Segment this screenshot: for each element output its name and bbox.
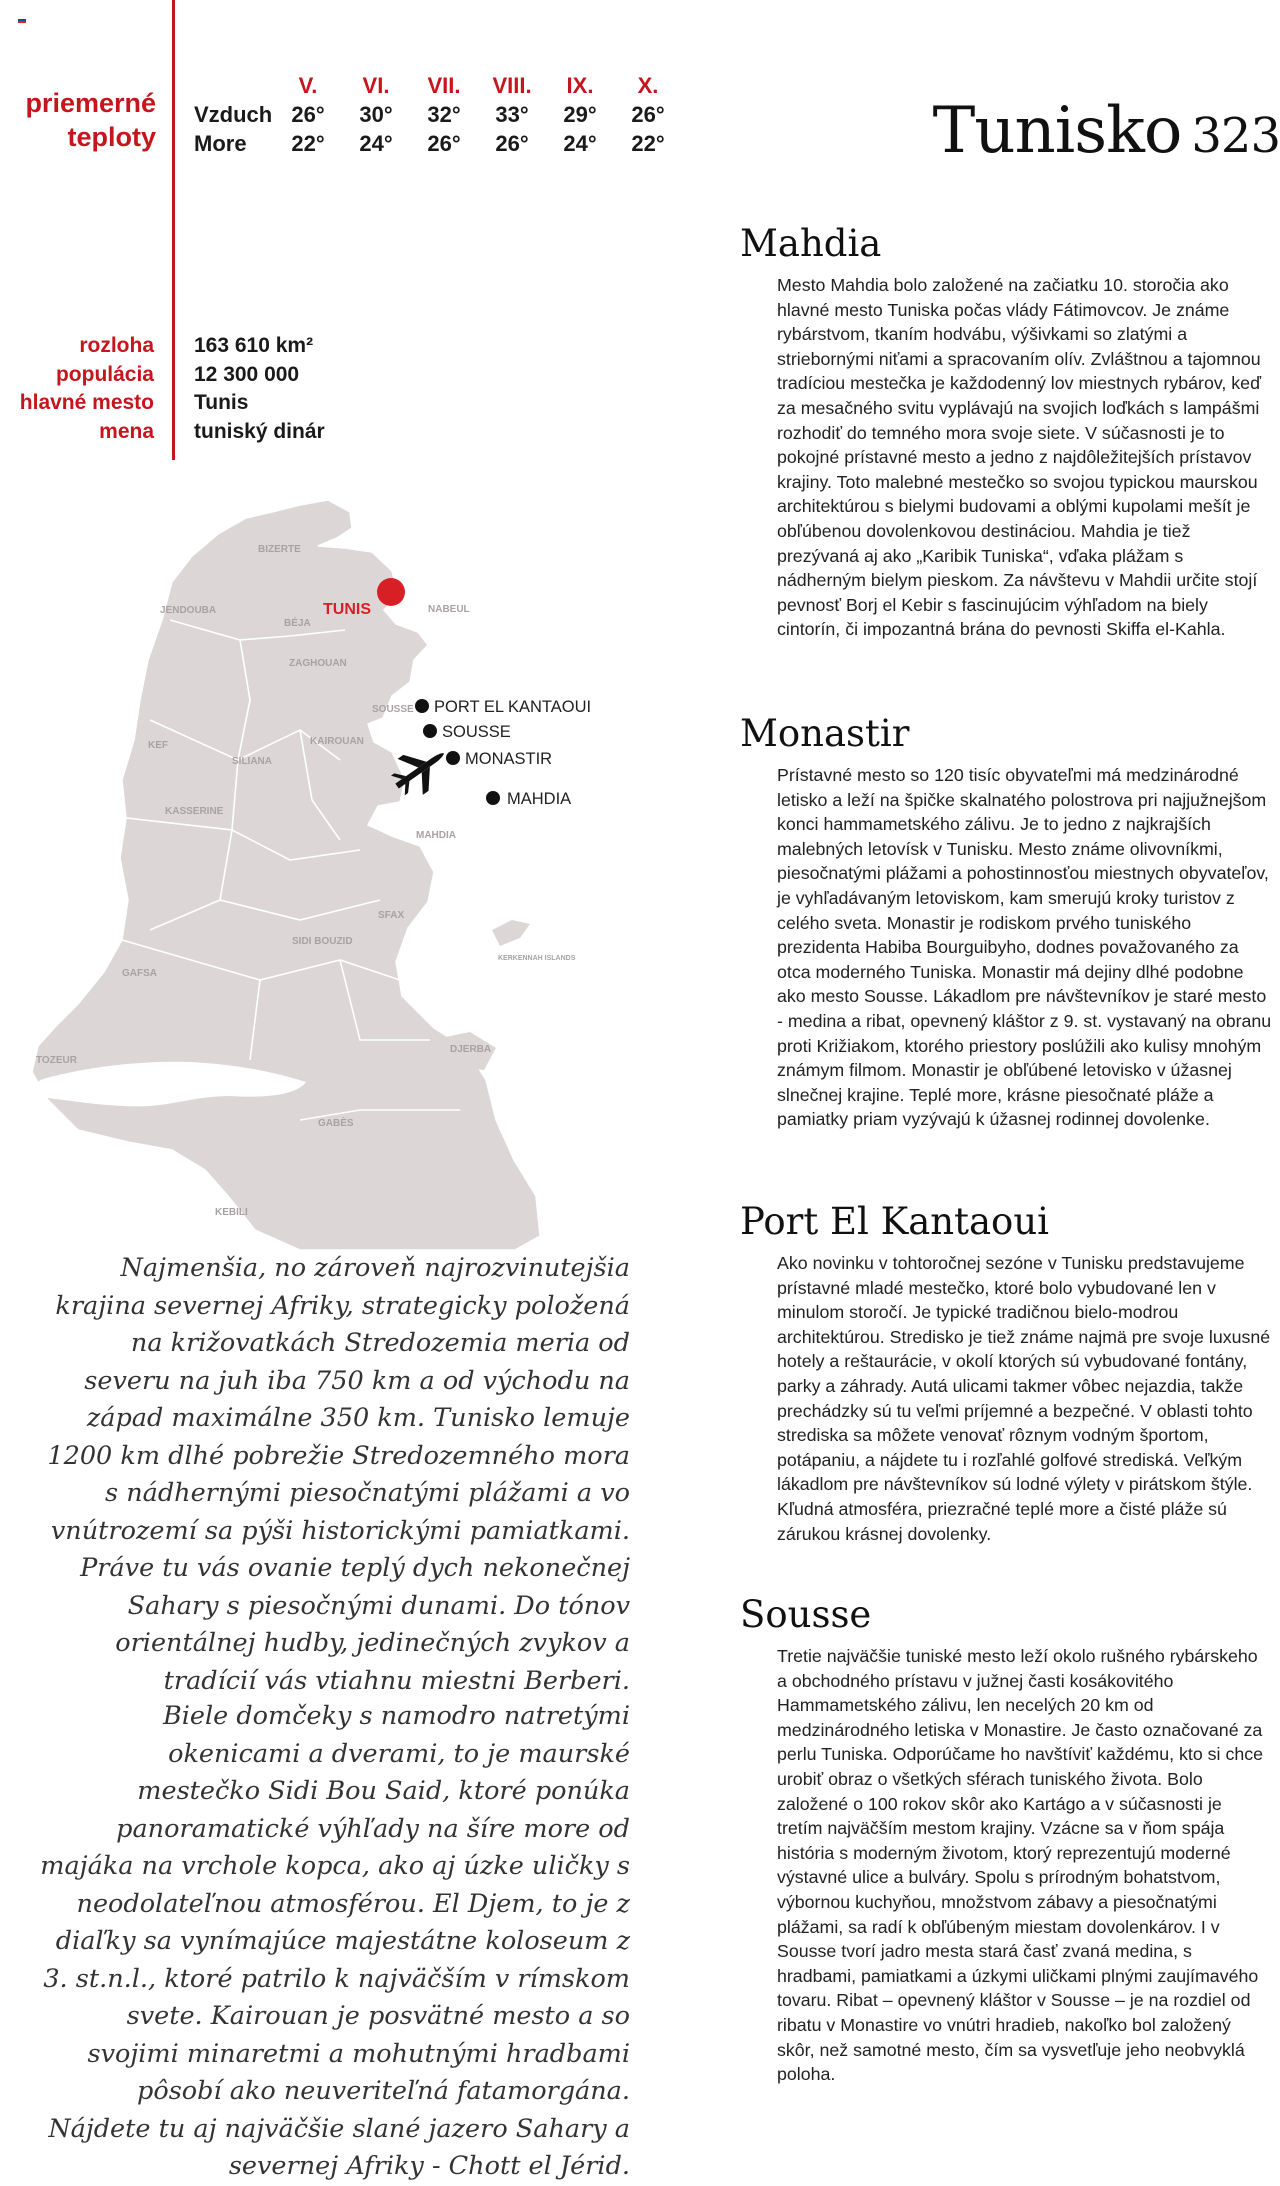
fact-label: populácia	[55, 362, 154, 386]
temperature-value: 24°	[359, 130, 393, 156]
kerkennah-islands-shape	[492, 920, 530, 946]
map-region-label: KERKENNAH ISLANDS	[498, 955, 576, 962]
page-number: 323	[1191, 108, 1280, 164]
map-region-label: TOZEUR	[36, 1055, 77, 1066]
temperature-value: 26°	[495, 130, 529, 156]
section-body-mahdia: Mesto Mahdia bolo založené na začiatku 10. storočia ako hlavné mesto Tuniska počas vlády Fátimovcov. Je známe rybárstvom, tkaním hodvábu, výšivkami so zlatými a striebornými niťami a spracovaním olív. Zvláštnou a tajomnou tradíciou mestečka je každodenný lov miestnych rybárov, keď za mesačného svitu vyplávajú na svojich loďkách s lampášmi rozhodiť do temného mora svoje siete. V súčasnosti je to pokojné prístavné mesto a jedno z najdôležitejších prístavov krajiny. Toto malebné mestečko so svojou typickou maurskou architektúrou s bielymi budovami a oblými kupolami mešít je obľúbenou dovolenkovou destináciou. Mahdia je tiež prezývaná aj ako „Karibik Tuniska“, vďaka plážam s nádherným bielym pieskom. Za návštevu v Mahdii určite stojí pevnosť Borj el Kebir s fascinujúcim výhľadom na biely cintorín, či impozantná brána do pevnosti Skiffa el-Kahla.	[777, 275, 1262, 640]
map-region-label: GAFSA	[122, 968, 157, 979]
fact-value: 163 610 km²	[194, 334, 314, 357]
map-region-label: BIZERTE	[258, 544, 301, 555]
resort-marker-sousse	[423, 724, 437, 738]
country-name: Tunisko	[932, 94, 1182, 168]
month-label: VI.	[362, 73, 390, 98]
tunis-capital-marker	[377, 578, 405, 606]
map-region-label: GABÈS	[318, 1118, 354, 1129]
fact-value: tuniský dinár	[194, 419, 325, 443]
sea-temperature-row	[194, 129, 682, 158]
map-region-label: JENDOUBA	[160, 605, 217, 616]
row-label: More	[194, 130, 247, 156]
facts-labels	[0, 332, 154, 446]
map-region-label: KEF	[148, 740, 168, 751]
temperatures-table	[194, 72, 682, 158]
map-region-label: NABEUL	[428, 604, 470, 615]
red-divider-line	[172, 0, 175, 460]
fact-value: 12 300 000	[194, 362, 300, 386]
fact-label: hlavné mesto	[19, 391, 154, 414]
fact-label: mena	[99, 419, 154, 443]
temperature-value: 30°	[359, 101, 393, 127]
section-title-sousse: Sousse	[740, 1593, 872, 1636]
temperature-value: 26°	[291, 101, 325, 127]
map-resort-label: MONASTIR	[465, 750, 553, 768]
air-temperature-row	[194, 100, 682, 129]
intro-paragraph-2: Biele domčeky s namodro natretými okenicami a dverami, to je maurské mestečko Sidi Bou Said, ktoré ponúka panoramatické výhľady na šíre more od majáka na vrchole kopca, ako aj úzke uličky s neodolateľnou atmosférou. El Djem, to je z diaľky sa vynímajúce majestátne koloseum z 3. st.n.l., ktoré patrilo k najväčším v rímskom svete. Kairouan je posvätné mesto a so svojimi minaretmi a mohutnými hradbami pôsobí ako neuveriteľná fatamorgána. Nájdete tu aj najväčšie slané jazero Sahary a severnej Afriky - Chott el Jérid.	[40, 1701, 630, 2181]
temperatures-corner	[194, 72, 274, 100]
map-region-label: DJERBA	[450, 1044, 492, 1055]
fact-label: rozloha	[79, 334, 154, 357]
section-body-monastir: Prístavné mesto so 120 tisíc obyvateľmi má medzinárodné letisko a leží na špičke skalnatého polostrova pri najjužnejšom konci hammametského zálivu. Je to jedno z najkrajších malebných letovísk v Tunisku. Mesto známe olivovníkmi, piesočnatými plážami a pohostinnosťou miestnych obyvateľov, je vyhľadávaným letoviskom, kam smerujú kroky turistov z celého sveta. Monastir je rodiskom prvého tuniského prezidenta Habiba Bourguibyho, dodnes považovaného za otca moderného Tuniska. Monastir má dejiny dlhé podobne ako mesto Sousse. Lákadlom pre návštevníkov je staré mesto - medina a ribat, opevnený kláštor z 9. st. vystavaný na obranu proti Križiakom, ktorého priestory poslúžili ako kulisy mnohým známym filmom. Monastir je obľúbené letovisko v úžasnej slnečnej krajine. Teplé more, krásne piesočnaté pláže a pamiatky priam vyzývajú k úžasnej rodinnej dovolenke.	[777, 765, 1272, 1130]
temperature-value: 32°	[427, 101, 461, 127]
month-label: V.	[298, 73, 318, 98]
map-region-label: ZAGHOUAN	[289, 658, 347, 669]
map-region-label: SIDI BOUZID	[292, 936, 353, 947]
temperature-value: 29°	[563, 101, 597, 127]
map-region-label: MAHDIA	[416, 830, 456, 841]
facts-values	[194, 332, 325, 446]
resort-marker-port-el-kantaoui	[415, 699, 429, 713]
fact-value: Tunis	[194, 391, 249, 414]
resort-marker-mahdia	[486, 791, 500, 805]
temperature-value: 33°	[495, 101, 529, 127]
map-resort-label: MAHDIA	[507, 790, 572, 808]
map-region-label: SILIANA	[232, 756, 272, 767]
month-label: IX.	[566, 73, 594, 98]
section-body-port-el-kantaoui: Ako novinku v tohtoročnej sezóne v Tunisku predstavujeme prístavné mladé mestečko, ktoré bolo vybudované len v minulom storočí. Je typické tradičnou bielo-modrou architektúrou. Stredisko je tiež známe najmä pre svoje luxusné hotely a reštaurácie, v okolí ktorých sú vybudované fontány, parky a záhrady. Autá ulicami takmer vôbec nejazdia, takže prechádzky sú tu veľmi príjemné a bezpečné. V oblasti tohto strediska sa môžete venovať rôznym vodným športom, potápaniu, a nájdete tu i rozľahlé golfové strediská. Veľkým lákadlom pre návštevníkov sú lodné výlety v pirátskom štýle. Kľudná atmosféra, priezračné teplé more a čisté pláže sú zárukou krásnej dovolenky.	[777, 1253, 1271, 1544]
map-region-label: SOUSSE	[372, 704, 414, 715]
map-region-label: KASSERINE	[165, 806, 224, 817]
temperature-value: 22°	[291, 130, 325, 156]
map-resort-label: PORT EL KANTAOUI	[434, 698, 592, 716]
section-title-mahdia: Mahdia	[740, 222, 882, 265]
map-region-label: BÉJA	[284, 618, 311, 629]
intro-paragraph-1: Najmenšia, no zároveň najrozvinutejšia krajina severnej Afriky, strategicky položená na križovatkách Stredozemia meria od severu na juh iba 750 km a od východu na západ maximálne 350 km. Tunisko lemuje 1200 km dlhé pobrežie Stredozemného mora s nádhernými piesočnatými plážami a vo vnútrozemí sa pýši historickými pamiatkami. Práve tu vás ovanie teplý dych nekonečnej Sahary s piesočnými dunami. Do tónov orientálnej hudby, jedinečných zvykov a tradícií vás vtiahnu miestni Berberi.	[47, 1253, 630, 1696]
row-label: Vzduch	[194, 101, 273, 127]
slovak-flag-icon	[18, 17, 26, 23]
temperature-value: 26°	[631, 101, 665, 127]
map-region-label: SFAX	[378, 910, 405, 921]
tunisia-map	[0, 480, 640, 1250]
resort-marker-monastir	[446, 751, 460, 765]
section-title-port-el-kantaoui: Port El Kantaoui	[740, 1200, 1049, 1243]
temperature-value: 26°	[427, 130, 461, 156]
month-label: X.	[637, 73, 659, 98]
map-resort-label: SOUSSE	[442, 723, 511, 741]
map-region-label: KAIROUAN	[310, 736, 364, 747]
month-label: VIII.	[492, 73, 532, 98]
map-region-label: KEBILI	[215, 1207, 248, 1218]
temperatures-months-row	[194, 72, 682, 100]
temperatures-label: priemerné teploty	[25, 88, 156, 152]
page-title	[933, 92, 1280, 175]
map-city-label-tunis: TUNIS	[323, 601, 371, 618]
section-body-sousse: Tretie najväčšie tuniské mesto leží okolo rušného rybárskeho a obchodného prístavu v južnej časti kosákovitého Hammametského zálivu, len necelých 20 km od medzinárodného letiska v Monastire. Je často označované za perlu Tuniska. Odporúčame ho navštíviť každému, kto si chce urobiť obraz o všetkých sférach tuniského života. Bolo založené o 100 rokov skôr ako Kartágo a v súčasnosti je tretím najväčším mestom krajiny. Vzácne sa v ňom spája história s moderným životom, ktorý reprezentujú moderné výstavné ulice a bulváry. Spolu s prírodným bohatstvom, výbornou kuchyňou, množstvom zábavy a piesočnatými plážami, sa radí k obľúbeným miestam dovolenkárov. I v Sousse tvorí jadro mesta stará časť zvaná medina, s hradbami, pamiatkami a úzkymi uličkami plnými zaujímavého tovaru. Ribat – opevnený kláštor v Sousse – je na rozdiel od ribatu v Monastire vo vnútri hradieb, nakoľko bol založený skôr, než samotné mesto, čím sa vysvetľuje jeho neobvyklá poloha.	[777, 1646, 1264, 2085]
temperature-value: 22°	[631, 130, 665, 156]
month-label: VII.	[427, 73, 461, 98]
section-title-monastir: Monastir	[740, 712, 910, 755]
temperature-value: 24°	[563, 130, 597, 156]
